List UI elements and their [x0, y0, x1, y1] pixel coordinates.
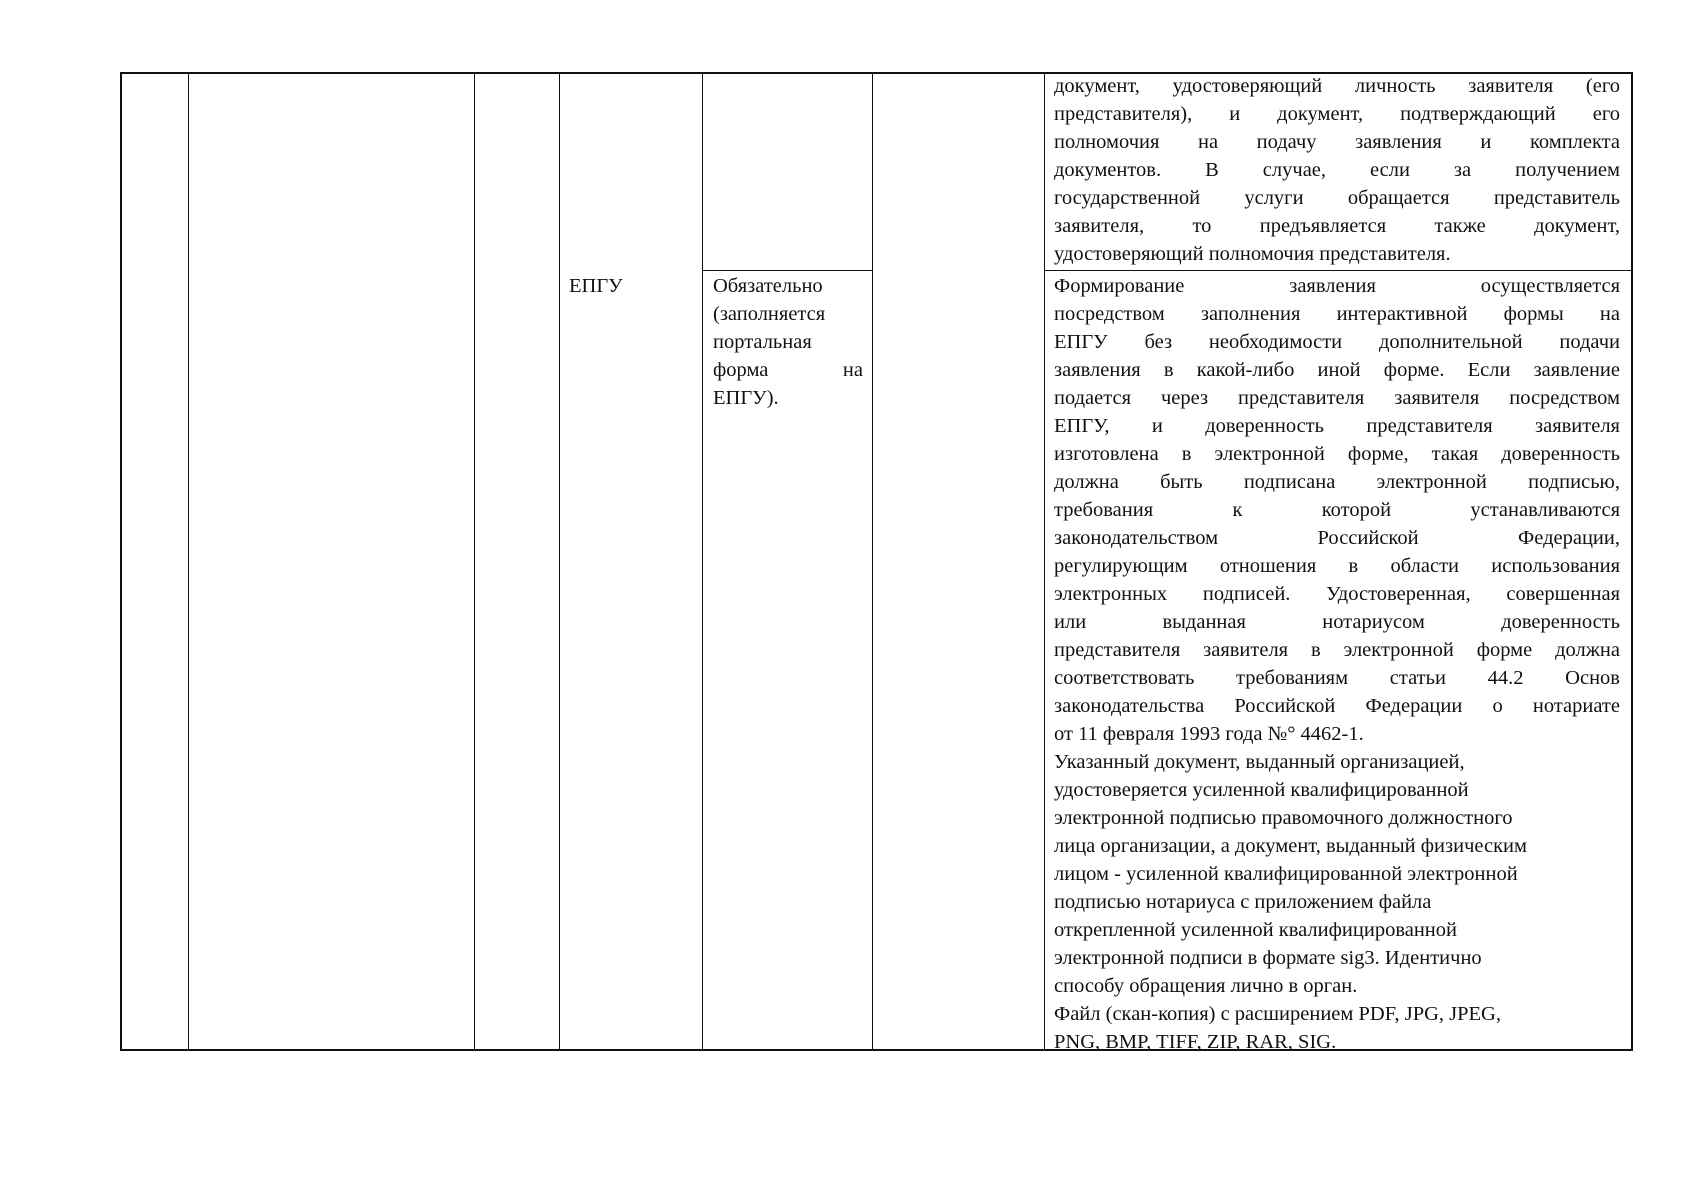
requirement-line: (заполняется [713, 303, 826, 325]
channel-label: ЕПГУ [569, 275, 623, 297]
column-divider-3 [559, 72, 560, 1051]
requirement-line: ЕПГУ). [713, 387, 779, 409]
description-line: ЕПГУ, и доверенность представителя заявителя [1054, 415, 1620, 437]
description-line: подписью нотариуса с приложением файла [1054, 891, 1432, 913]
continued-description-cell [1054, 72, 1620, 268]
description-line: удостоверяется усиленной квалифицированной [1054, 779, 1469, 801]
description-line: электронной подписи в формате sig3. Идентично [1054, 947, 1482, 969]
description-line: лицом - усиленной квалифицированной электронной [1054, 863, 1518, 885]
text-line: государственной услуги обращается представитель [1054, 187, 1620, 209]
requirement-cell [713, 272, 863, 412]
description-line: ЕПГУ без необходимости дополнительной подачи [1054, 331, 1620, 353]
description-line: Указанный документ, выданный организацией, [1054, 751, 1465, 773]
description-line: лица организации, а документ, выданный физическим [1054, 835, 1528, 857]
channel-cell [569, 272, 694, 300]
requirement-line: Обязательно [713, 275, 823, 297]
description-line: PNG, BMP, TIFF, ZIP, RAR, SIG. [1054, 1031, 1337, 1053]
text-line: представителя), и документ, подтверждающий его [1054, 103, 1620, 125]
description-line: или выданная нотариусом доверенность [1054, 611, 1620, 633]
text-line: документов. В случае, если за получением [1054, 159, 1620, 181]
description-line: подается через представителя заявителя посредством [1054, 387, 1620, 409]
description-line: электронных подписей. Удостоверенная, совершенная [1054, 583, 1620, 605]
description-line: законодательством Российской Федерации, [1054, 527, 1620, 549]
description-line: изготовлена в электронной форме, такая доверенность [1054, 443, 1620, 465]
text-line: удостоверяющий полномочия представителя. [1054, 243, 1451, 265]
description-line: способу обращения лично в орган. [1054, 975, 1358, 997]
column-divider-1 [188, 72, 189, 1051]
column-divider-2 [474, 72, 475, 1051]
description-line: открепленной усиленной квалифицированной [1054, 919, 1457, 941]
text-line: заявителя, то предъявляется также документ, [1054, 215, 1620, 237]
description-line: должна быть подписана электронной подписью, [1054, 471, 1620, 493]
description-line: от 11 февраля 1993 года №° 4462-1. [1054, 723, 1364, 745]
text-line: документ, удостоверяющий личность заявителя (его [1054, 75, 1620, 97]
description-line: законодательства Российской Федерации о нотариате [1054, 695, 1620, 717]
description-line: посредством заполнения интерактивной формы на [1054, 303, 1620, 325]
row-divider-description [1044, 270, 1633, 271]
column-divider-5 [872, 72, 873, 1051]
column-divider-4 [702, 72, 703, 1051]
description-line: электронной подписью правомочного должностного [1054, 807, 1513, 829]
description-cell [1054, 272, 1620, 1056]
description-line: требования к которой устанавливаются [1054, 499, 1620, 521]
text-line: полномочия на подачу заявления и комплекта [1054, 131, 1620, 153]
requirement-line: форма на [713, 359, 863, 381]
description-line: представителя заявителя в электронной форме должна [1054, 639, 1620, 661]
requirement-line: портальная [713, 331, 812, 353]
column-divider-6 [1044, 72, 1045, 1051]
description-line: регулирующим отношения в области использования [1054, 555, 1620, 577]
row-divider-requirement [702, 270, 872, 271]
description-line: соответствовать требованиям статьи 44.2 Основ [1054, 667, 1620, 689]
description-line: Файл (скан-копия) с расширением PDF, JPG, JPEG, [1054, 1003, 1501, 1025]
description-line: заявления в какой-либо иной форме. Если заявление [1054, 359, 1620, 381]
description-line: Формирование заявления осуществляется [1054, 275, 1620, 297]
